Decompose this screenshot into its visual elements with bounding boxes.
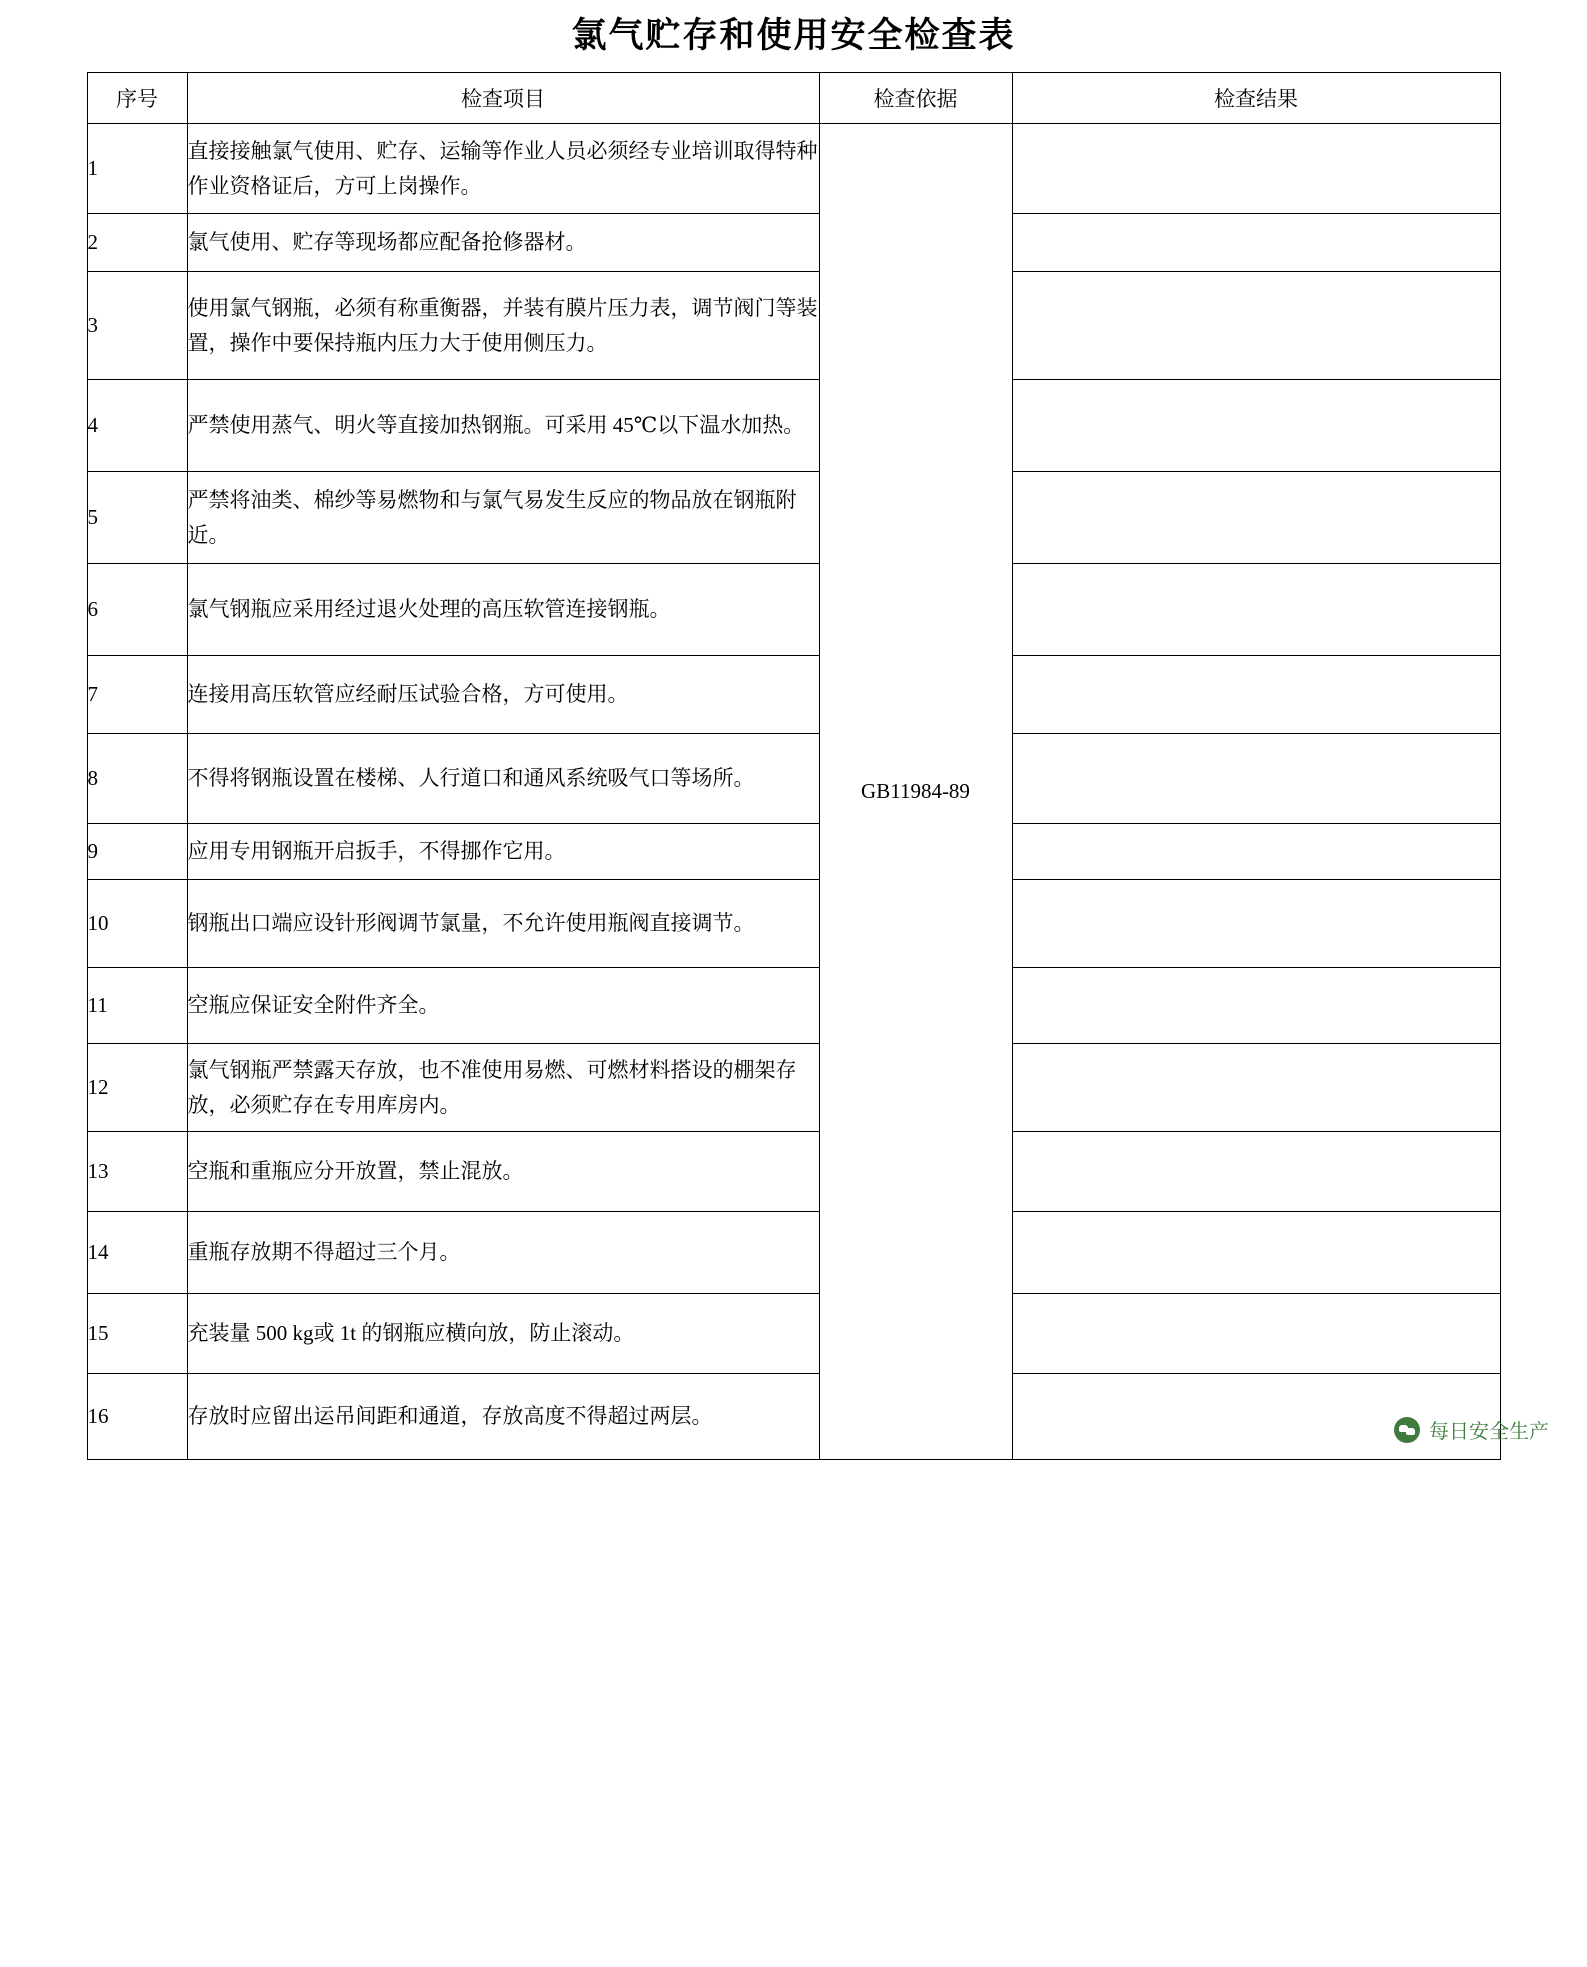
table-row (87, 824, 1500, 880)
table-row (87, 968, 1500, 1044)
table-row (87, 472, 1500, 564)
column-header-no-label: 序号 (116, 87, 158, 111)
inspection-result-cell[interactable] (1012, 1132, 1500, 1212)
inspection-item-cell: 空瓶和重瓶应分开放置，禁止混放。 (187, 1132, 819, 1212)
row-number-cell: 12 (87, 1044, 187, 1132)
row-number-cell: 4 (87, 380, 187, 472)
table-body (87, 124, 1500, 1460)
table-row (87, 656, 1500, 734)
column-header-no (87, 73, 187, 124)
inspection-item-cell: 使用氯气钢瓶，必须有称重衡器，并装有膜片压力表，调节阀门等装置，操作中要保持瓶内压力大于使用侧压力。 (187, 272, 819, 380)
inspection-result-cell[interactable] (1012, 1294, 1500, 1374)
row-number-cell: 15 (87, 1294, 187, 1374)
table-row (87, 124, 1500, 214)
row-number-cell: 6 (87, 564, 187, 656)
row-number-cell: 7 (87, 656, 187, 734)
row-number-cell: 3 (87, 272, 187, 380)
inspection-item-cell: 直接接触氯气使用、贮存、运输等作业人员必须经专业培训取得特种作业资格证后，方可上岗操作。 (187, 124, 819, 214)
column-header-basis (819, 73, 1012, 124)
table-row (87, 1132, 1500, 1212)
row-number-cell: 16 (87, 1374, 187, 1460)
inspection-result-cell[interactable] (1012, 380, 1500, 472)
inspection-item-cell: 不得将钢瓶设置在楼梯、人行道口和通风系统吸气口等场所。 (187, 734, 819, 824)
row-number-cell: 9 (87, 824, 187, 880)
inspection-result-cell[interactable] (1012, 656, 1500, 734)
column-header-result-label: 检查结果 (1214, 87, 1298, 111)
table-row (87, 214, 1500, 272)
inspection-item-cell: 氯气钢瓶严禁露天存放，也不准使用易燃、可燃材料搭设的棚架存放，必须贮存在专用库房内。 (187, 1044, 819, 1132)
inspection-item-cell: 连接用高压软管应经耐压试验合格，方可使用。 (187, 656, 819, 734)
inspection-result-cell[interactable] (1012, 214, 1500, 272)
table-row (87, 564, 1500, 656)
table-row (87, 1212, 1500, 1294)
column-header-item-label: 检查项目 (461, 87, 545, 111)
table-row (87, 272, 1500, 380)
row-number-cell: 8 (87, 734, 187, 824)
watermark (1394, 1415, 1549, 1444)
inspection-result-cell[interactable] (1012, 564, 1500, 656)
inspection-item-cell: 存放时应留出运吊间距和通道，存放高度不得超过两层。 (187, 1374, 819, 1460)
watermark-label: 每日安全生产 (1429, 1419, 1549, 1443)
inspection-result-cell[interactable] (1012, 1044, 1500, 1132)
inspection-result-cell[interactable] (1012, 880, 1500, 968)
inspection-item-cell: 重瓶存放期不得超过三个月。 (187, 1212, 819, 1294)
inspection-result-cell[interactable] (1012, 1212, 1500, 1294)
header-row (87, 73, 1500, 124)
table-row (87, 734, 1500, 824)
row-number-cell: 14 (87, 1212, 187, 1294)
inspection-item-cell: 充装量 500 kg或 1t 的钢瓶应横向放，防止滚动。 (187, 1294, 819, 1374)
inspection-result-cell[interactable] (1012, 968, 1500, 1044)
inspection-result-cell[interactable] (1012, 734, 1500, 824)
row-number-cell: 11 (87, 968, 187, 1044)
row-number-cell: 5 (87, 472, 187, 564)
row-number-cell: 10 (87, 880, 187, 968)
inspection-item-cell: 应用专用钢瓶开启扳手，不得挪作它用。 (187, 824, 819, 880)
page-title: 氯气贮存和使用安全检查表 (571, 15, 1016, 56)
inspection-result-cell[interactable] (1012, 272, 1500, 380)
table-row (87, 1294, 1500, 1374)
row-number-cell: 13 (87, 1132, 187, 1212)
table-row (87, 1374, 1500, 1460)
inspection-result-cell[interactable] (1012, 124, 1500, 214)
table-row (87, 1044, 1500, 1132)
checklist-table (87, 72, 1501, 1460)
row-number-cell: 2 (87, 214, 187, 272)
inspection-result-cell[interactable] (1012, 824, 1500, 880)
table-header (87, 73, 1500, 124)
wechat-icon (1394, 1417, 1420, 1443)
inspection-item-cell: 严禁将油类、棉纱等易燃物和与氯气易发生反应的物品放在钢瓶附近。 (187, 472, 819, 564)
column-header-basis-label: 检查依据 (873, 87, 958, 111)
column-header-result (1012, 73, 1500, 124)
inspection-item-cell: 氯气钢瓶应采用经过退火处理的高压软管连接钢瓶。 (187, 564, 819, 656)
table-row (87, 380, 1500, 472)
inspection-item-cell: 氯气使用、贮存等现场都应配备抢修器材。 (187, 214, 819, 272)
column-header-item (187, 73, 819, 124)
inspection-item-cell: 钢瓶出口端应设针形阀调节氯量，不允许使用瓶阀直接调节。 (187, 880, 819, 968)
row-number-cell: 1 (87, 124, 187, 214)
inspection-result-cell[interactable] (1012, 472, 1500, 564)
inspection-item-cell: 严禁使用蒸气、明火等直接加热钢瓶。可采用 45℃以下温水加热。 (187, 380, 819, 472)
inspection-item-cell: 空瓶应保证安全附件齐全。 (187, 968, 819, 1044)
table-row (87, 880, 1500, 968)
inspection-basis-cell: GB11984-89 (819, 124, 1012, 1460)
